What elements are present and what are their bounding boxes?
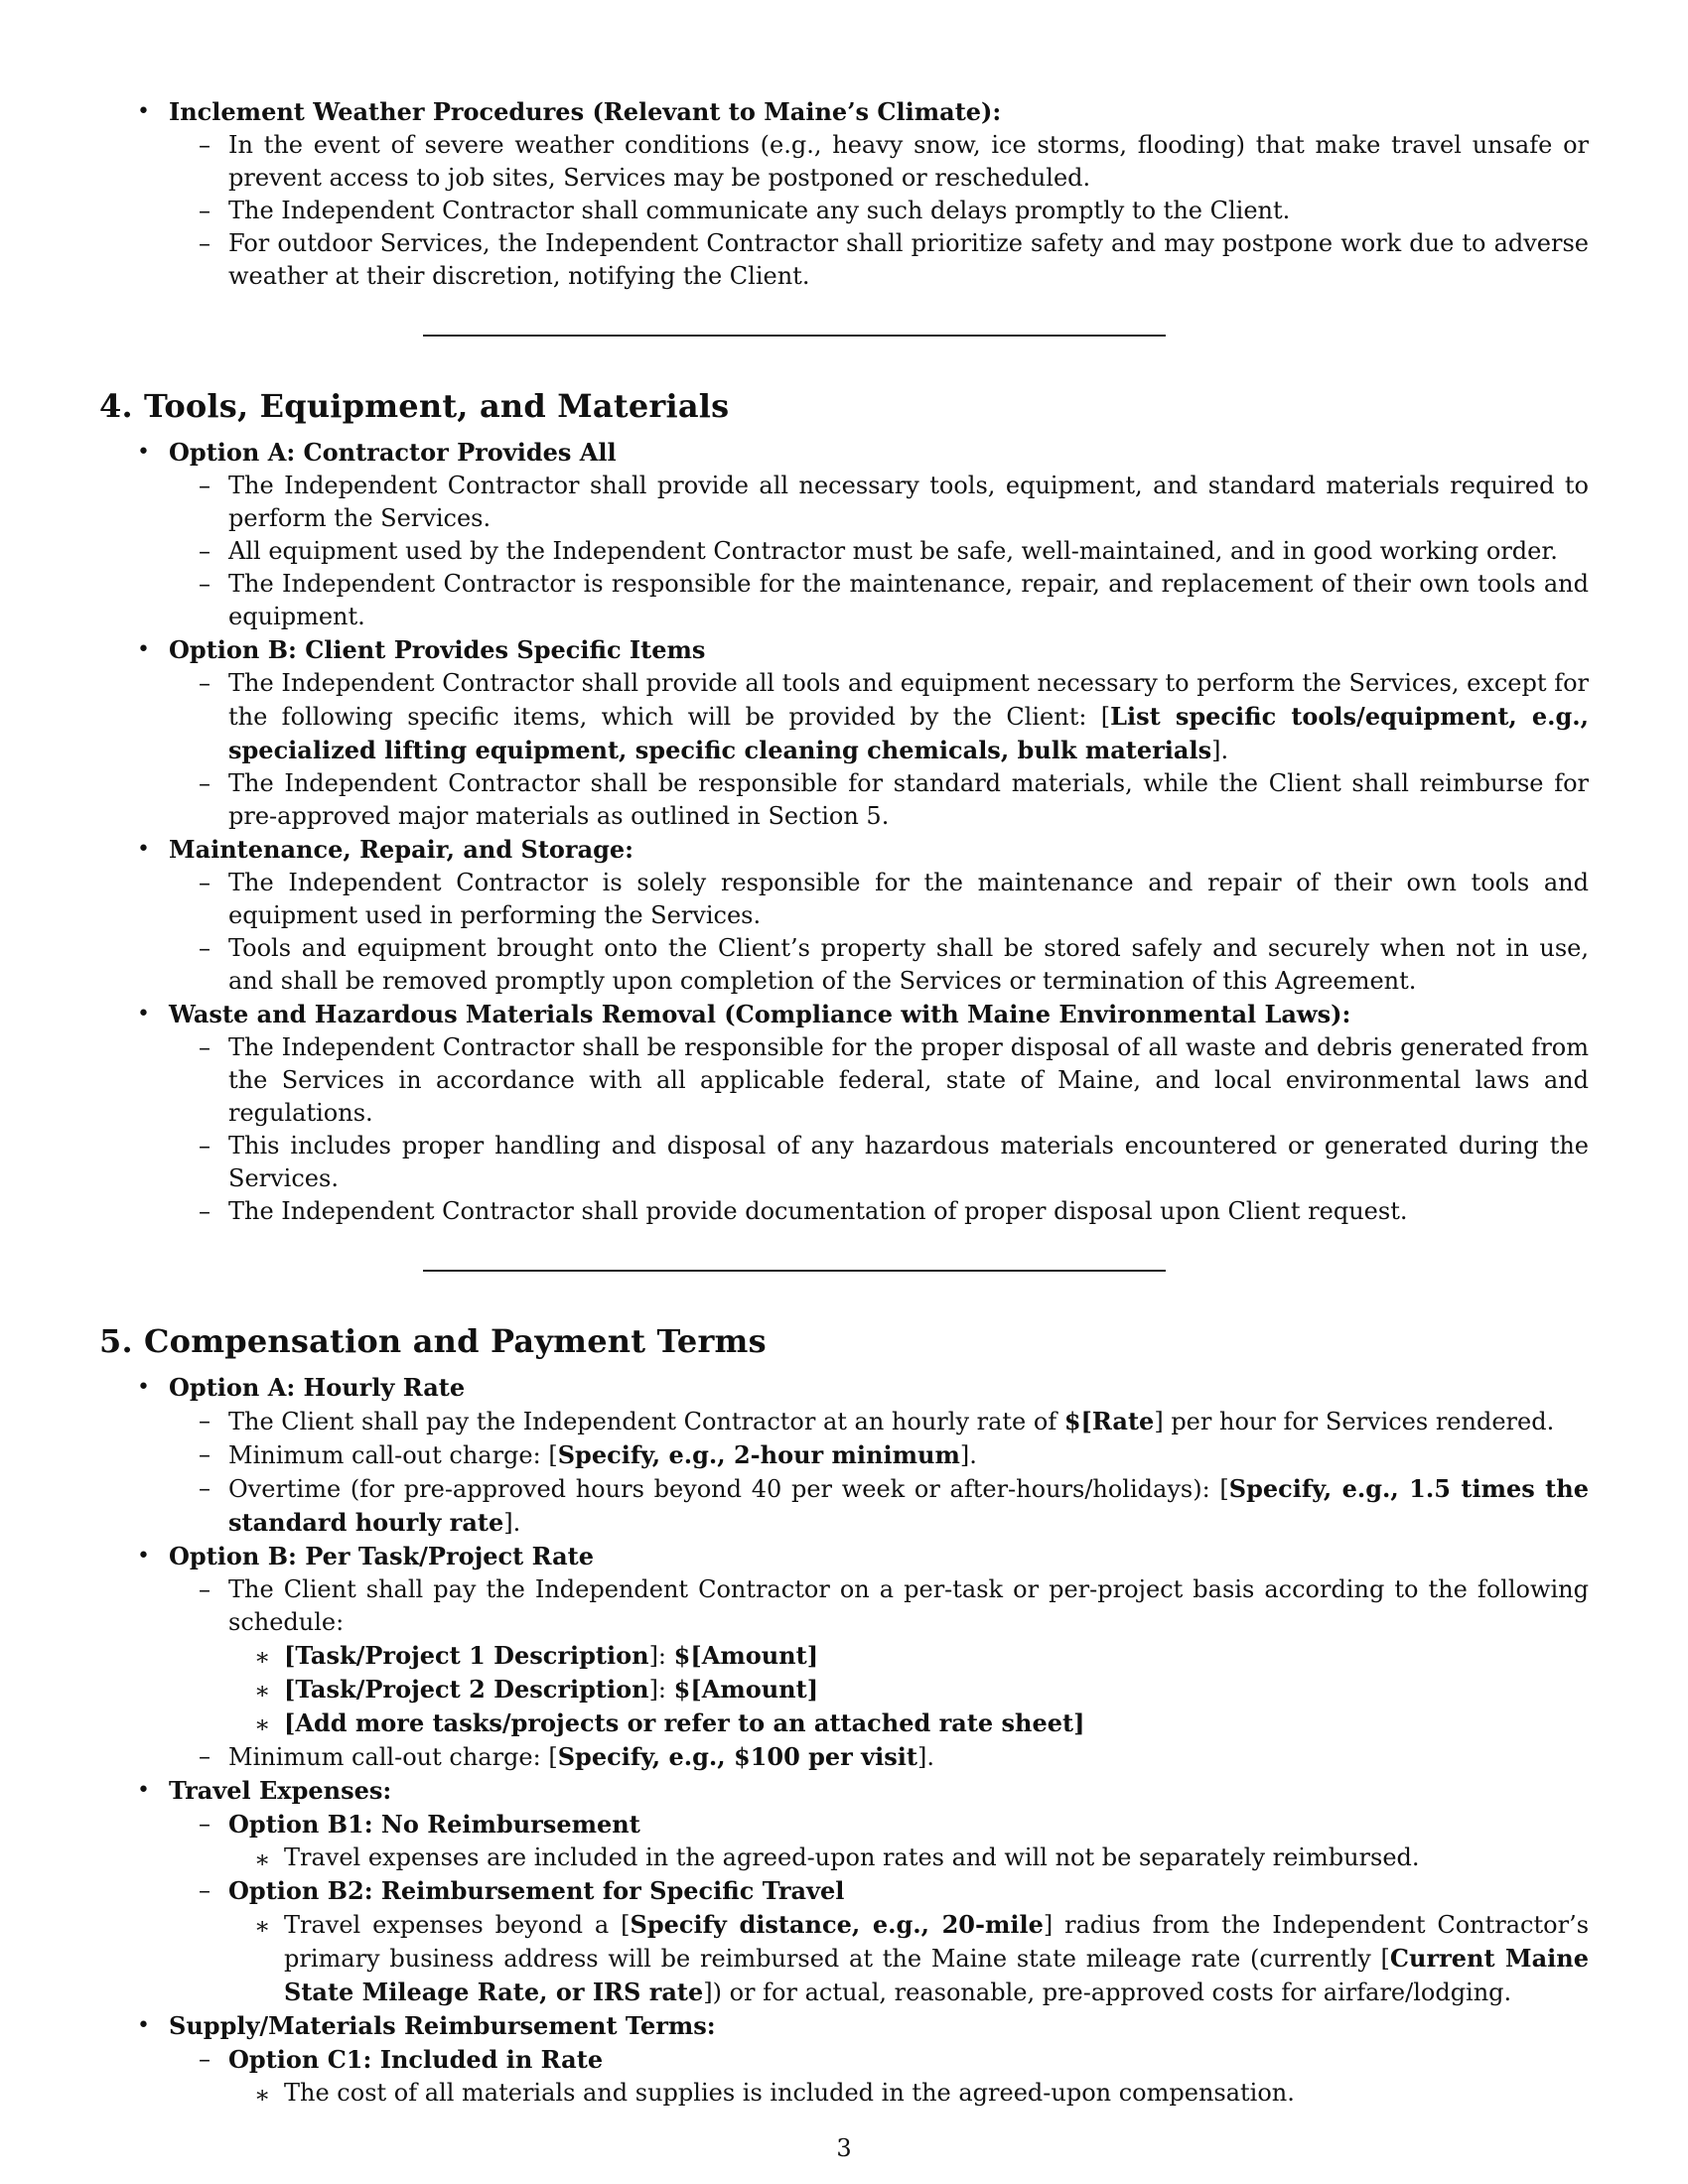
item-text: The cost of all materials and supplies is included in the agreed-upon compensation.: [284, 2079, 1295, 2107]
list-item: [169, 667, 1589, 767]
list-item: [169, 535, 1589, 568]
list-item: [99, 633, 1589, 833]
dash-icon: –: [199, 131, 211, 159]
section-number: 4.: [99, 387, 133, 425]
item-text: [: [284, 1675, 296, 1704]
list-item: [169, 932, 1589, 998]
page-number: 3: [836, 2134, 852, 2162]
dash-icon: –: [199, 1474, 211, 1502]
placeholder-text: Specify, e.g., $100 per visit: [557, 1742, 917, 1771]
asterisk-icon: ∗: [254, 1643, 271, 1671]
item-text: The Client shall pay the Independent Contractor on a per-task or per-project basis according to the following schedule:: [228, 1575, 1589, 1636]
item-text: ] per hour for Services rendered.: [1154, 1408, 1555, 1435]
asterisk-icon: ∗: [254, 1710, 271, 1738]
document-page: [99, 95, 1589, 2110]
item-text: The Independent Contractor shall be responsible for standard materials, while the Client shall reimburse for pre-approved major materials as outlined in Section 5.: [228, 769, 1589, 830]
asterisk-icon: ∗: [254, 1845, 271, 1873]
dash-icon: –: [199, 1742, 211, 1770]
item-text: Tools and equipment brought onto the Client’s property shall be stored safely and securely when not in use, and shall be removed promptly upon completion of the Services or termination of this Agreement.: [228, 934, 1589, 995]
dash-icon: –: [199, 229, 211, 257]
dash-icon: –: [199, 669, 211, 697]
item-text: ].: [916, 1743, 934, 1771]
item-text: [: [284, 1641, 296, 1670]
list-item: [228, 1706, 1589, 1740]
item-text: ].: [503, 1509, 521, 1537]
list-item: [99, 95, 1589, 293]
suboption-title: Option B1: No Reimbursement: [228, 1810, 640, 1839]
item-text: ]: [806, 1675, 819, 1704]
list-item: [169, 1438, 1589, 1472]
bullet-icon: •: [137, 2013, 150, 2038]
bullet-icon: •: [137, 440, 150, 465]
item-text: The Independent Contractor is responsible for the maintenance, repair, and replacement of their own tools and equipment.: [228, 570, 1589, 630]
bullet-icon: •: [137, 837, 150, 862]
list-item: [99, 998, 1589, 1228]
list-item: [169, 568, 1589, 633]
list-item: [169, 1195, 1589, 1228]
dash-icon: –: [199, 1033, 211, 1061]
item-text: The Independent Contractor shall communicate any such delays promptly to the Client.: [228, 197, 1291, 224]
item-text: [: [284, 1708, 296, 1737]
bullet-icon: •: [137, 637, 150, 662]
section-title: Compensation and Payment Terms: [144, 1322, 767, 1360]
list-item: [169, 129, 1589, 195]
option-title: Option B: Per Task/Project Rate: [169, 1542, 595, 1570]
dash-icon: –: [199, 472, 211, 499]
suboption-title: Option C1: Included in Rate: [228, 2045, 604, 2074]
item-text: The Independent Contractor shall be responsible for the proper disposal of all waste and debris generated from the Services in accordance with all applicable federal, state of Maine, and local environmental laws and regulations.: [228, 1033, 1589, 1127]
item-text: Travel expenses beyond a [: [284, 1911, 631, 1939]
dash-icon: –: [199, 1575, 211, 1603]
option-title: Maintenance, Repair, and Storage:: [169, 835, 634, 864]
dash-icon: –: [199, 197, 211, 224]
section-title: Tools, Equipment, and Materials: [144, 387, 730, 425]
asterisk-icon: ∗: [254, 1912, 271, 1940]
item-text: The Independent Contractor shall provide documentation of proper disposal upon Client request.: [228, 1197, 1408, 1225]
asterisk-icon: ∗: [254, 1677, 271, 1705]
list-item: [228, 2077, 1589, 2110]
placeholder-text: List specific tools/equipment, e.g., specialized lifting equipment, specific cleaning chemicals, bulk materials: [228, 702, 1589, 764]
item-text: ]:: [648, 1676, 674, 1704]
list-item: [169, 1472, 1589, 1540]
placeholder-text: Specify distance, e.g., 20-mile: [630, 1910, 1044, 1939]
item-text: ]:: [648, 1642, 674, 1670]
section-4-heading: [99, 386, 1589, 426]
section-number: 5.: [99, 1322, 133, 1360]
list-item: [169, 1031, 1589, 1130]
list-item: [169, 1130, 1589, 1195]
item-text: The Client shall pay the Independent Contractor at an hourly rate of: [228, 1408, 1064, 1435]
dash-icon: –: [199, 769, 211, 797]
section-4-list: [99, 436, 1589, 1228]
dash-icon: –: [199, 537, 211, 565]
list-item: [99, 436, 1589, 633]
list-item: [228, 1639, 1589, 1673]
list-item: [99, 2009, 1589, 2110]
list-item: [99, 1774, 1589, 2009]
suboption-title: Option B2: Reimbursement for Specific Travel: [228, 1876, 845, 1905]
dash-icon: –: [199, 1407, 211, 1434]
list-item: [228, 1842, 1589, 1874]
placeholder-text: Current Maine State Mileage Rate, or IRS rate: [284, 1944, 1589, 2006]
item-text: In the event of severe weather conditions (e.g., heavy snow, ice storms, flooding) that make travel unsafe or prevent access to job sites, Services may be postponed or rescheduled.: [228, 131, 1589, 192]
section-divider: [423, 335, 1166, 337]
item-text: All equipment used by the Independent Contractor must be safe, well-maintained, and in good working order.: [228, 537, 1558, 565]
item-text: ]: [806, 1641, 819, 1670]
option-title: Option A: Contractor Provides All: [169, 438, 617, 467]
list-item: [169, 1405, 1589, 1438]
bullet-icon: •: [137, 99, 150, 124]
dash-icon: –: [199, 1132, 211, 1160]
list-item: [169, 470, 1589, 535]
placeholder-text: Specify, e.g., 1.5 times the standard hourly rate: [228, 1474, 1589, 1537]
list-item: [169, 1573, 1589, 1740]
placeholder-text: Add more tasks/projects or refer to an attached rate sheet: [295, 1708, 1074, 1737]
dash-icon: –: [199, 2045, 211, 2073]
list-item: [169, 767, 1589, 833]
item-text: ]: [1073, 1708, 1085, 1737]
section-5-heading: [99, 1321, 1589, 1361]
list-item: [99, 1540, 1589, 1774]
list-item: [169, 227, 1589, 293]
placeholder-text: $[Amount: [673, 1641, 807, 1670]
placeholder-text: Task/Project 2 Description: [295, 1675, 649, 1704]
list-item: [169, 867, 1589, 932]
list-item: [169, 1874, 1589, 2009]
placeholder-text: $[Rate: [1063, 1407, 1155, 1435]
placeholder-text: $[Amount: [673, 1675, 807, 1704]
placeholder-text: Specify, e.g., 2-hour minimum: [557, 1440, 960, 1469]
item-text: Minimum call-out charge: [: [228, 1743, 558, 1771]
list-item: [169, 2043, 1589, 2110]
bullet-icon: •: [137, 1544, 150, 1569]
weather-list: [99, 95, 1589, 293]
option-title: Waste and Hazardous Materials Removal (Compliance with Maine Environmental Laws):: [169, 1000, 1351, 1028]
list-item: [169, 195, 1589, 227]
item-text: This includes proper handling and disposal of any hazardous materials encountered or generated during the Services.: [228, 1132, 1589, 1192]
item-text: ] radius from the Independent Contractor’s primary business address will be reimbursed at the Maine state mileage rate (currently [: [284, 1911, 1590, 1973]
placeholder-text: Task/Project 1 Description: [295, 1641, 649, 1670]
list-item: [228, 1908, 1589, 2009]
list-item: [169, 1740, 1589, 1774]
bullet-icon: •: [137, 1778, 150, 1803]
list-item: [169, 1808, 1589, 1874]
item-text: ]) or for actual, reasonable, pre-approved costs for airfare/lodging.: [703, 1979, 1512, 2006]
item-text: ].: [959, 1441, 977, 1469]
dash-icon: –: [199, 1197, 211, 1225]
option-title: Option B: Client Provides Specific Items: [169, 635, 706, 664]
dash-icon: –: [199, 1810, 211, 1838]
item-text: The Independent Contractor is solely responsible for the maintenance and repair of their own tools and equipment used in performing the Services.: [228, 869, 1589, 929]
section-divider: [423, 1270, 1166, 1272]
dash-icon: –: [199, 934, 211, 962]
item-text: The Independent Contractor shall provide all necessary tools, equipment, and standard materials required to perform the Services.: [228, 472, 1589, 532]
dash-icon: –: [199, 869, 211, 896]
list-item: [99, 833, 1589, 998]
item-text: Overtime (for pre-approved hours beyond 40 per week or after-hours/holidays): [: [228, 1475, 1229, 1503]
dash-icon: –: [199, 1440, 211, 1468]
item-text: Travel expenses are included in the agreed-upon rates and will not be separately reimbursed.: [284, 1843, 1420, 1871]
option-title: Supply/Materials Reimbursement Terms:: [169, 2011, 716, 2040]
dash-icon: –: [199, 1876, 211, 1904]
weather-title: Inclement Weather Procedures (Relevant to Maine’s Climate):: [169, 97, 1002, 126]
section-5-list: [99, 1371, 1589, 2110]
item-text: ].: [1211, 737, 1229, 764]
dash-icon: –: [199, 570, 211, 598]
bullet-icon: •: [137, 1375, 150, 1400]
item-text: The Independent Contractor shall provide all tools and equipment necessary to perform the Services, except for the following specific items, which will be provided by the Client: [: [228, 669, 1589, 731]
asterisk-icon: ∗: [254, 2081, 271, 2109]
option-title: Travel Expenses:: [169, 1776, 392, 1805]
item-text: Minimum call-out charge: [: [228, 1441, 558, 1469]
item-text: For outdoor Services, the Independent Contractor shall prioritize safety and may postpone work due to adverse weather at their discretion, notifying the Client.: [228, 229, 1589, 290]
bullet-icon: •: [137, 1002, 150, 1026]
list-item: [228, 1673, 1589, 1706]
list-item: [99, 1371, 1589, 1540]
option-title: Option A: Hourly Rate: [169, 1373, 466, 1402]
